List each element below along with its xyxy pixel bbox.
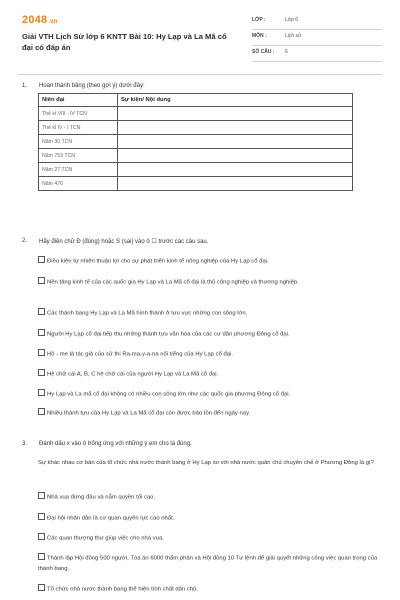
table-row: Năm 753 TCN [39, 149, 353, 163]
list-item: Nhiều thành tựu của Hy Lạp và La Mã cổ đại còn được bảo tồn đến ngày nay. [38, 408, 383, 419]
list-item: Nhà vua đứng đầu và nắm quyền tối cao. [38, 492, 383, 503]
checkbox-icon[interactable] [38, 256, 45, 263]
answer-cell[interactable] [118, 163, 353, 177]
checkbox-icon[interactable] [38, 553, 45, 560]
answer-cell[interactable] [118, 177, 353, 191]
answer-cell[interactable] [118, 107, 353, 121]
checkbox-icon[interactable] [38, 329, 45, 336]
meta-row-class: LỚP : Lớp 6 [252, 14, 382, 30]
table-row: Năm 30 TCN [39, 135, 353, 149]
question-2-text: Hãy điền chữ Đ (đúng) hoặc S (sai) vào ô ☐ trước các câu sau. [39, 239, 209, 245]
meta-row-question-count: SỐ CÂU : 6 [252, 46, 382, 62]
checkbox-icon[interactable] [38, 513, 45, 520]
checkbox-icon[interactable] [38, 308, 45, 315]
table-row: Năm 476 [39, 177, 353, 191]
document-title: Giải VTH Lịch Sử lớp 6 KNTT Bài 10: Hy Lạp và La Mã cổ đại có đáp án [22, 32, 227, 52]
header-divider [18, 74, 382, 75]
answer-cell[interactable] [118, 135, 353, 149]
table-row: Thế kỉ IV - I TCN [39, 121, 353, 135]
list-item: Điều kiện tự nhiên thuận lợi cho sự phát triển kinh tế nông nghiệp của Hy Lạp cổ đại. [38, 256, 383, 267]
table-row: Năm 27 TCN [39, 163, 353, 177]
meta-info [252, 14, 382, 62]
timeline-table [38, 93, 353, 191]
list-item: Hô - me là tác giả của sử thi Ra-ma-y-a-na nổi tiếng của Hy Lạp cổ đại. [38, 349, 383, 360]
list-item: Hệ chữ cái A, B, C hệ chữ cái của người Hy Lạp và La Mã cổ đại. [38, 369, 383, 380]
table-header-cell: Niên đại [39, 94, 118, 107]
question-3-intro: Sự khác nhau cơ bản của tổ chức nhà nước thành bang ở Hy Lạp so với nhà nước quân chủ chuyên chế ở Phương Đông là gì? [38, 460, 374, 466]
table-header-row [39, 94, 353, 107]
list-item: Các quan thượng thư giúp việc cho nhà vua. [38, 533, 383, 544]
question-1-text: Hoàn thành bảng (theo gợi ý) dưới đây: [39, 83, 145, 89]
list-item: Đại hội nhân dân là cơ quan quyền lực cao nhất. [38, 513, 383, 524]
checkbox-icon[interactable] [38, 369, 45, 376]
checkbox-icon[interactable] [38, 277, 45, 284]
checkbox-icon[interactable] [38, 349, 45, 356]
table-header-cell: Sự kiện/ Nội dung [118, 94, 353, 107]
site-logo[interactable]: 2048.vn [22, 14, 58, 26]
list-item: Người Hy Lạp cổ đại tiếp thu những thành tựu văn hóa của các cư dân phương Đông cổ đại. [38, 329, 383, 340]
table-row: Thế kỉ VIII - IV TCN [39, 107, 353, 121]
answer-cell[interactable] [118, 149, 353, 163]
checkbox-icon[interactable] [38, 533, 45, 540]
question-3-text: Đánh dấu x vào ô trống ứng với những ý em cho là đúng. [39, 441, 192, 447]
worksheet-page: 2048.vn Giải VTH Lịch Sử lớp 6 KNTT Bài 10: Hy Lạp và La Mã cổ đại có đáp án LỚP : Lớp 6 MÔN : Lịch sử SỐ CÂU : 6 1. Hoàn thành bảng (theo gợi ý) dưới đây: Niên đại Sự kiện/ Nội dung Thế kỉ VIII - IV TCN Thế kỉ IV - I TCN Năm 30 TCN Năm 753 TCN Năm 27 TCN Năm 476 2. Hãy điền chữ Đ (đúng) hoặc S (sai) vào ô ☐ trước các câu sau. Điều kiện tự nhiên thuận lợi cho sự phát triển kinh tế nông nghiệp của Hy Lạp cổ đại. Nền tảng kinh tế của các quốc gia Hy Lạp và La Mã cổ đại là thủ công nghiệp và thương nghiệp. Các thành bang Hy Lạp và La Mã hình thành ở lưu vực những con sông lớn. Người Hy Lạp cổ đại tiếp thu những thành tựu văn hóa của các cư dân phương Đông cổ đại. Hô - me là tác giả của sử thi Ra-ma-y-a-na nổi tiếng của Hy Lạp cổ đại. Hệ chữ cái A, B, C hệ chữ cái của người Hy Lạp và La Mã cổ đại. Hy Lạp và La mã cổ đại không có nhiều con sông lớn như các quốc gia phương Đông cổ đại. Nhiều thành tựu của Hy Lạp và La Mã cổ đại còn được bảo tồn đến ngày nay. 3. Đánh dấu x vào ô trống ứng với những ý em cho là đúng. Sự khác nhau cơ bản của tổ chức nhà nước thành bang ở Hy Lạp so với nhà nước quân chủ chuyên chế ở Phương Đông là gì? Nhà vua đứng đầu và nắm quyền tối cao. Đại hội nhân dân là cơ quan quyền lực cao nhất. Các quan thượng thư giúp việc cho nhà vua. Thành lập Hội đồng 500 người, Tòa án 6000 thẩm phán và Hội đồng 10 Tư lệnh để giải quyết những công việc quan trọng của thành bang. Tổ chức nhà nước thành bang thể hiện tính chất dân chủ. [0, 0, 400, 600]
list-item: Nền tảng kinh tế của các quốc gia Hy Lạp và La Mã cổ đại là thủ công nghiệp và thương nghiệp. [38, 277, 383, 288]
list-item: Tổ chức nhà nước thành bang thể hiện tính chất dân chủ. [38, 584, 383, 595]
list-item: Thành lập Hội đồng 500 người, Tòa án 6000 thẩm phán và Hội đồng 10 Tư lệnh để giải quyết những công việc quan trọng của thành bang. [38, 553, 383, 575]
checkbox-icon[interactable] [38, 389, 45, 396]
checkbox-icon[interactable] [38, 584, 45, 591]
checkbox-icon[interactable] [38, 492, 45, 499]
list-item: Hy Lạp và La mã cổ đại không có nhiều con sông lớn như các quốc gia phương Đông cổ đại. [38, 389, 383, 400]
checkbox-icon[interactable] [38, 408, 45, 415]
meta-row-subject: MÔN : Lịch sử [252, 30, 382, 46]
list-item: Các thành bang Hy Lạp và La Mã hình thành ở lưu vực những con sông lớn. [38, 308, 383, 319]
answer-cell[interactable] [118, 121, 353, 135]
